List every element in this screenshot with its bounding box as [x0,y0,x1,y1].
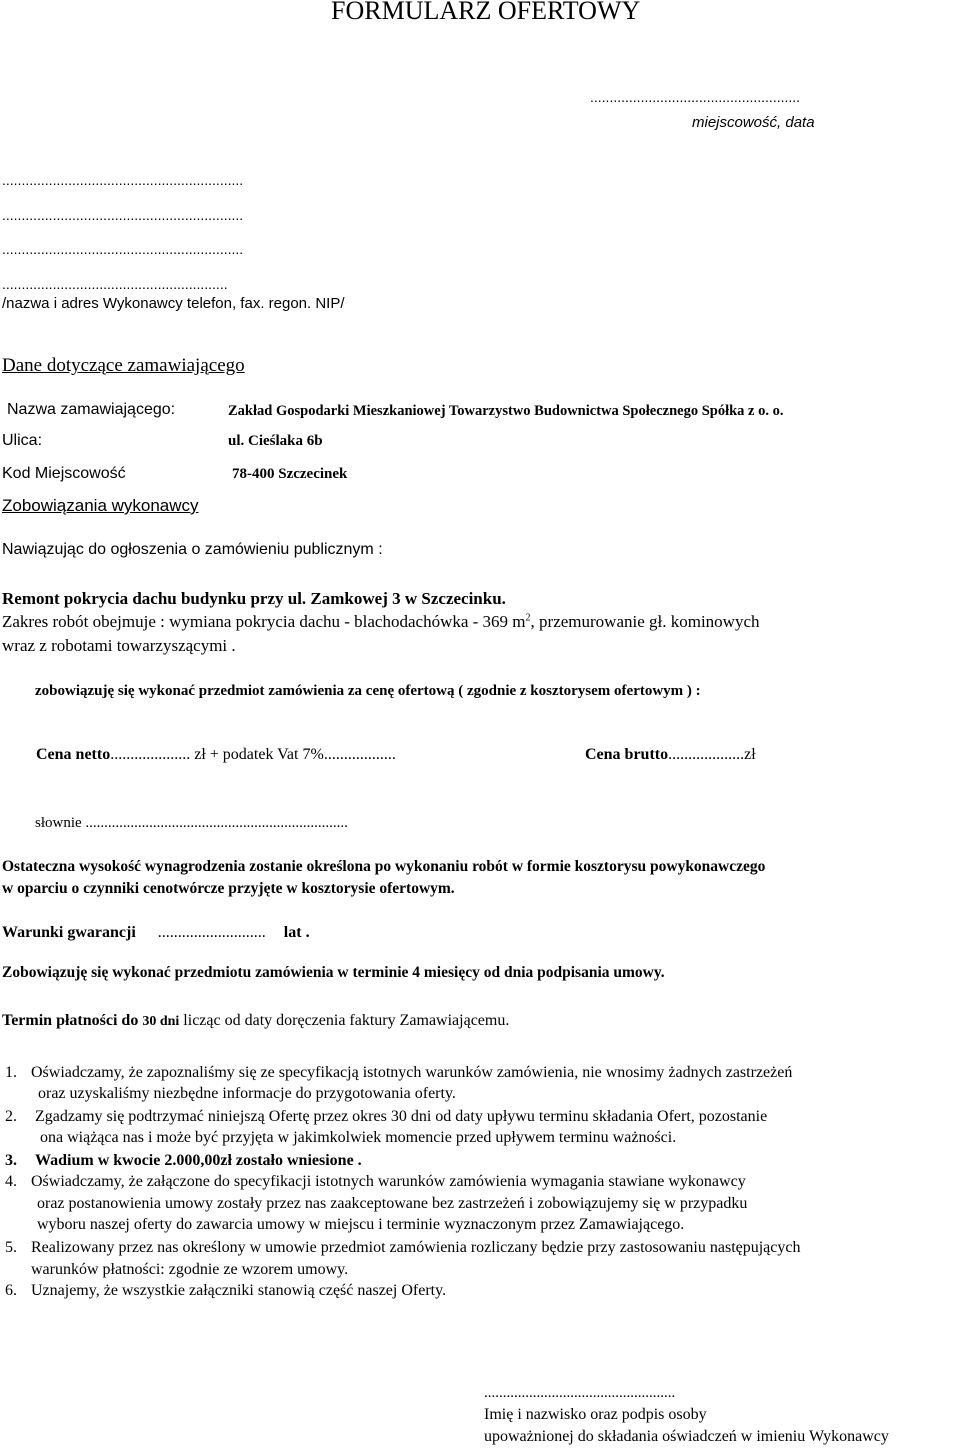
client-street-label: Ulica: [2,432,43,449]
warranty-label: Warunki gwarancji [2,924,136,941]
statement-5-num: 5. [5,1239,17,1256]
price-net-label: Cena netto [36,746,111,763]
price-line [36,746,396,764]
client-city-label: Kod Miejscowość [2,465,126,482]
contractor-line-3: .............................................................. [2,241,244,257]
statement-6-num: 6. [5,1282,17,1299]
statement-2-num: 2. [5,1108,17,1125]
price-gross [585,746,756,764]
commit-text: zobowiązuję się wykonać przedmiot zamówienia za cenę ofertową ( zgodnie z kosztorysem ofertowym ) : [35,683,701,699]
signature-line-1: Imię i nazwisko oraz podpis osoby [484,1406,707,1423]
scope-text-b: , przemurowanie gł. kominowych [530,612,760,631]
price-vat-label: zł + podatek Vat 7% [194,746,324,763]
payment-days: 30 dni [142,1014,180,1029]
statement-1-line-1: Oświadczamy, że zapoznaliśmy się ze specyfikacją istotnych warunków zamówienia, nie wnosimy żadnych zastrzeżeń [31,1064,793,1081]
intro-text: Nawiązując do ogłoszenia o zamówieniu publicznym : [2,541,383,558]
contractor-label: /nazwa i adres Wykonawcy telefon, fax. regon. NIP/ [2,295,345,312]
scope-text-a: Zakres robót obejmuje : wymiana pokrycia dachu - blachodachówka - 369 m [2,612,526,631]
statement-3-line-1: Wadium w kwocie 2.000,00zł zostało wniesione . [35,1152,362,1169]
client-name-value: Zakład Gospodarki Mieszkaniowej Towarzystwo Budownictwa Społecznego Spółka z o. o. [228,403,784,419]
scope-line-1 [2,612,760,632]
price-vat-dots: .................. [323,746,396,763]
payment-label: Termin płatności do [2,1012,139,1029]
warranty-dots: ........................... [157,924,266,941]
payment-rest: licząc od daty doręczenia faktury Zamawiającemu. [183,1012,510,1029]
contractor-line-1: .............................................................. [2,172,244,188]
statement-4-num: 4. [5,1173,17,1190]
client-name-label: Nazwa zamawiającego: [7,401,176,418]
signature-line-2: upoważnionej do składania oświadczeń w imieniu Wykonawcy [484,1428,889,1445]
place-date-dots: ...................................................... [590,89,801,105]
contractor-line-4: .......................................................... [2,276,228,292]
warranty-unit: lat . [283,924,310,941]
contractor-line-2: .............................................................. [2,207,244,223]
statement-4-line-3: wyboru naszej oferty do zawarcia umowy w miejscu i terminie wyznaczonym przez Zamawiającego. [37,1216,685,1233]
payment-terms [2,1012,509,1030]
price-in-words: słownie ...................................................................... [35,815,348,831]
statement-5-line-1: Realizowany przez nas określony w umowie przedmiot zamówienia rozliczany będzie przy zastosowaniu następujących [31,1239,801,1256]
project-title: Remont pokrycia dachu budynku przy ul. Zamkowej 3 w Szczecinku. [2,589,506,608]
page-title: FORMULARZ OFERTOWY [331,0,641,25]
statement-2-line-2: ona wiążąca nas i może być przyjęta w jakimkolwiek momencie przed upływem terminu ważności. [40,1129,677,1146]
place-date-label: miejscowość, data [692,114,815,131]
statement-4-line-2: oraz postanowienia umowy zostały przez nas zaakceptowane bez zastrzeżeń i zobowiązujemy się w przypadku [37,1195,748,1212]
price-gross-dots: ...................zł [668,746,756,763]
statement-1-line-2: oraz uzyskaliśmy niezbędne informacje do przygotowania oferty. [38,1085,456,1102]
statement-3-num: 3. [5,1152,17,1169]
statement-5-line-2: warunków płatności: zgodnie ze wzorem umowy. [31,1261,349,1278]
final-pay-line-2: w oparciu o czynniki cenotwórcze przyjęte w kosztorysie ofertowym. [2,880,455,897]
scope-superscript: 2 [525,612,531,624]
statement-2-line-1: Zgadzamy się podtrzymać niniejszą Ofertę przez okres 30 dni od daty upływu terminu składania Ofert, pozostanie [35,1108,768,1125]
statement-4-line-1: Oświadczamy, że załączone do specyfikacji istotnych warunków zamówienia wymagania stawiane wykonawcy [31,1173,746,1190]
price-gross-label: Cena brutto [585,746,669,763]
scope-line-2: wraz z robotami towarzyszącymi . [2,636,236,655]
price-net-dots: .................... [110,746,191,763]
signature-dots: ................................................... [484,1385,676,1401]
statement-1-num: 1. [5,1064,17,1081]
statement-6-line-1: Uznajemy, że wszystkie załączniki stanowią część naszej Oferty. [31,1282,447,1299]
client-street-value: ul. Cieślaka 6b [228,433,323,449]
client-city-value: 78-400 Szczecinek [232,466,348,482]
warranty-line [2,924,310,942]
final-pay-line-1: Ostateczna wysokość wynagrodzenia zostanie określona po wykonaniu robót w formie kosztorysu powykonawczego [2,858,766,875]
obligations-heading: Zobowiązania wykonawcy [2,496,199,515]
client-heading: Dane dotyczące zamawiającego [2,355,245,376]
deadline-text: Zobowiązuję się wykonać przedmiotu zamówienia w terminie 4 miesięcy od dnia podpisania umowy. [2,964,665,981]
